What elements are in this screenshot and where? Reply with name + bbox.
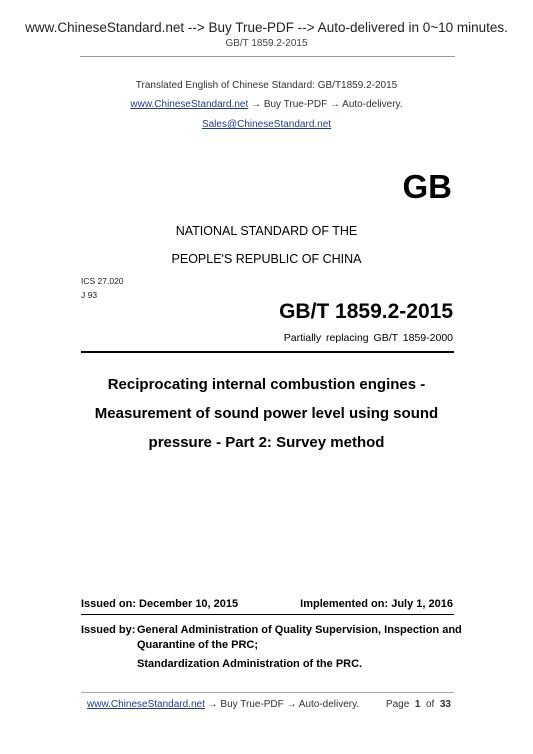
footer-site-rest: → Buy True-PDF → Auto-delivery. (204, 699, 360, 710)
standard-number: GB/T 1859.2-2015 (279, 300, 453, 323)
footer-divider (81, 692, 454, 693)
intro-site-link[interactable]: www.ChineseStandard.net (130, 99, 249, 110)
title-line-1: Reciprocating internal combustion engines - (107, 376, 426, 393)
issued-by-line-2: Quarantine of the PRC; (137, 639, 259, 651)
intro-site-rest: → Buy True-PDF → Auto-delivery. (248, 99, 403, 110)
title-line-2: Measurement of sound power level using sound (94, 405, 439, 422)
dates-divider (81, 614, 454, 615)
intro-email-line (0, 119, 533, 130)
page-total: 33 (439, 699, 451, 710)
implemented-on: Implemented on: July 1, 2016 (300, 598, 453, 610)
intro-email-link[interactable]: Sales@ChineseStandard.net (201, 119, 332, 130)
page-label: Page (385, 699, 410, 710)
issued-by-label: Issued by: (81, 624, 136, 636)
ccs-code: J 93 (81, 290, 98, 300)
issued-on: Issued on: December 10, 2015 (81, 598, 239, 610)
gb-mark: GB (402, 168, 452, 205)
header-top-line: www.ChineseStandard.net --> Buy True-PDF --> Auto-delivered in 0~10 minutes. (25, 20, 508, 35)
intro-site-line (0, 99, 533, 110)
translated-note: Translated English of Chinese Standard: GB/T1859.2-2015 (135, 80, 398, 91)
page-current: 1 (414, 699, 421, 710)
header-divider (80, 56, 455, 57)
national-line-1: NATIONAL STANDARD OF THE (175, 224, 358, 238)
national-line-2: PEOPLE'S REPUBLIC OF CHINA (171, 252, 362, 266)
page-indicator (386, 699, 451, 710)
issued-by-line-1: General Administration of Quality Supervision, Inspection and (137, 624, 462, 636)
issued-by-line-3: Standardization Administration of the PRC. (137, 658, 363, 670)
footer-site-link[interactable]: www.ChineseStandard.net (87, 699, 205, 710)
footer-site-line (87, 699, 359, 710)
title-divider (81, 351, 454, 353)
title-line-3: pressure - Part 2: Survey method (148, 434, 385, 451)
header-doc-code: GB/T 1859.2-2015 (225, 38, 308, 49)
ics-code: ICS 27.020 (81, 276, 124, 286)
replacing-note: Partially replacing GB/T 1859-2000 (283, 332, 453, 344)
page-of: of (425, 699, 435, 710)
